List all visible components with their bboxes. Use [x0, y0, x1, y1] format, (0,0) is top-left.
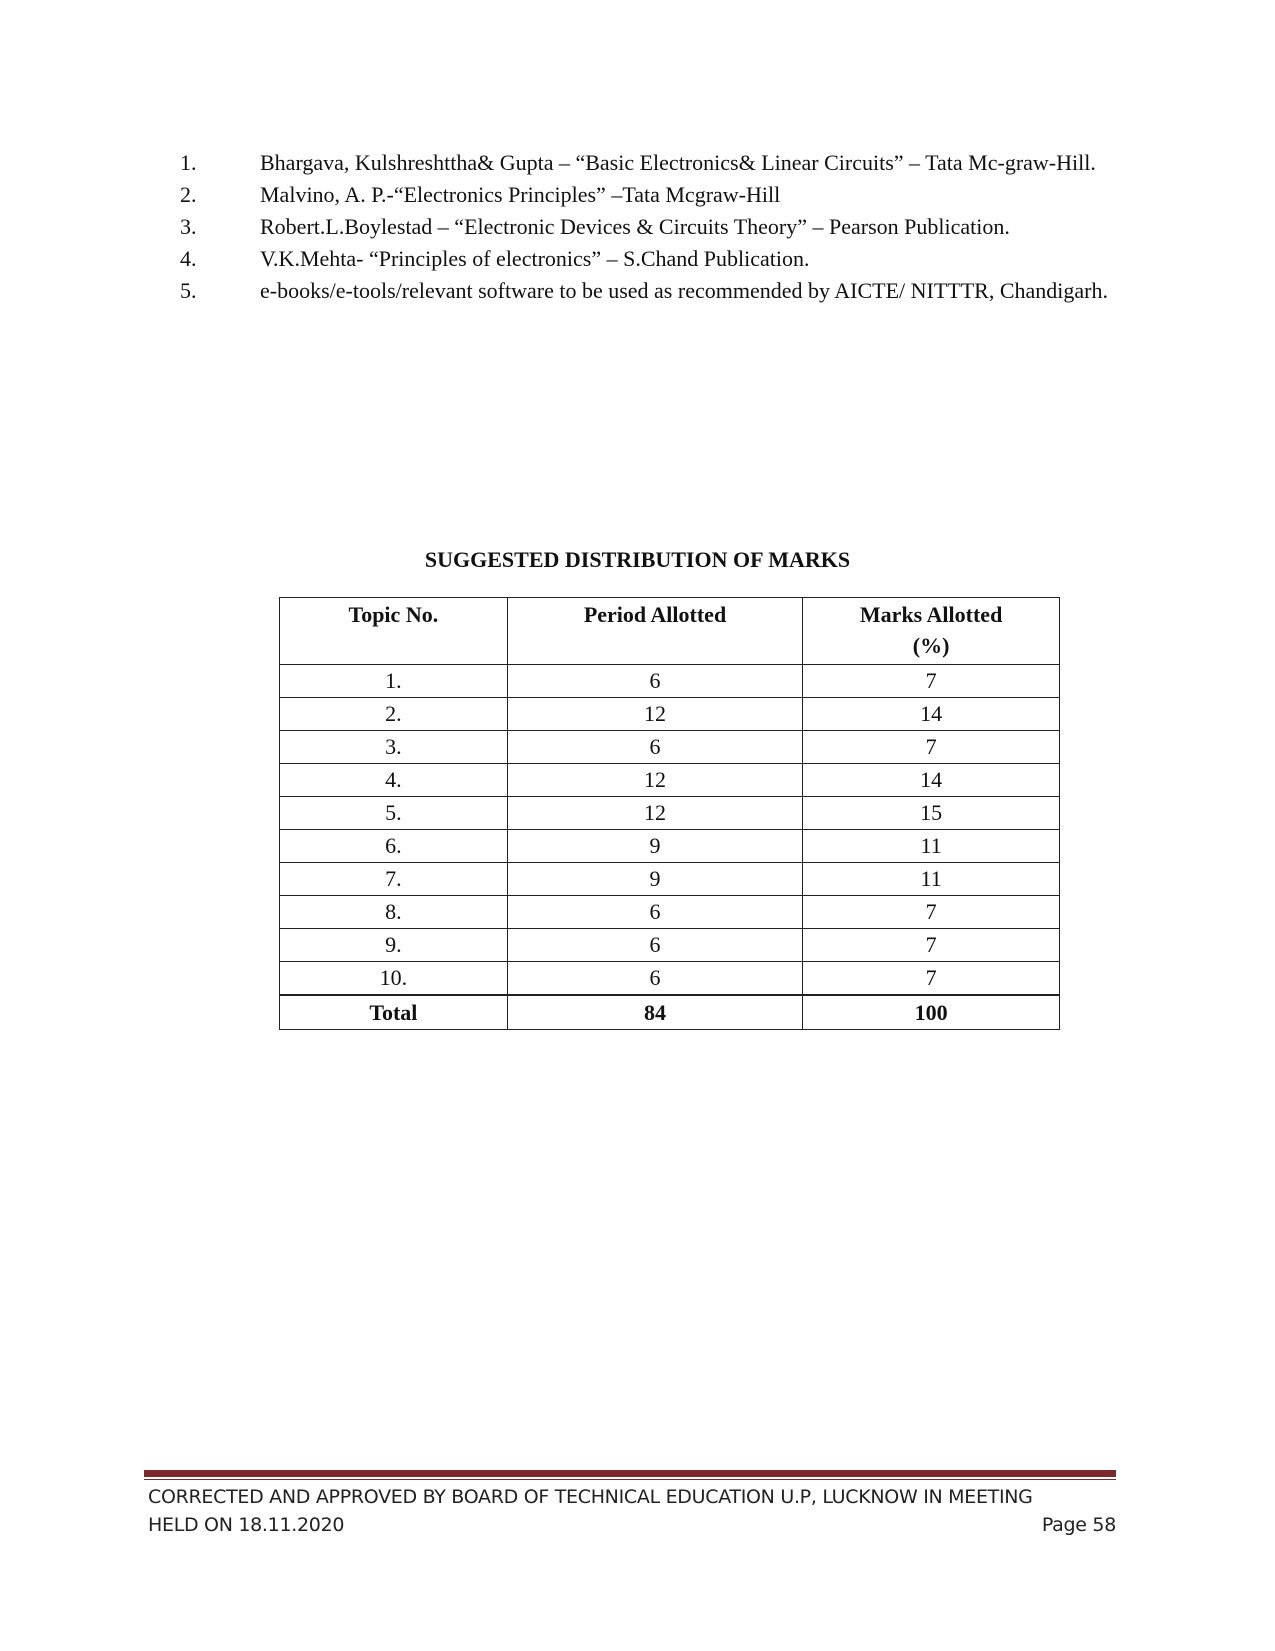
table-header-row	[280, 598, 1060, 665]
period-cell: 12	[507, 764, 802, 797]
marks-cell: 15	[803, 797, 1060, 830]
marks-distribution-title: SUGGESTED DISTRIBUTION OF MARKS	[424, 547, 851, 572]
topic-cell: 7.	[280, 863, 508, 896]
reference-text: Robert.L.Boylestad – “Electronic Devices & Circuits Theory” – Pearson Publication.	[260, 214, 1010, 239]
reference-text: e-books/e-tools/relevant software to be used as recommended by AICTE/ NITTTR, Chandigarh.	[260, 278, 1108, 303]
page-number: Page 58	[1041, 1514, 1116, 1536]
period-allotted-header: Period Allotted	[507, 598, 802, 665]
table-row	[280, 731, 1060, 764]
reference-list	[180, 148, 1112, 308]
footer-approval-line: CORRECTED AND APPROVED BY BOARD OF TECHNICAL EDUCATION U.P, LUCKNOW IN MEETING	[148, 1486, 1033, 1508]
topic-cell: 4.	[280, 764, 508, 797]
marks-cell: 7	[803, 731, 1060, 764]
reference-number: 3.	[180, 214, 197, 239]
reference-text: Bhargava, Kulshreshttha& Gupta – “Basic Electronics& Linear Circuits” – Tata Mc-graw-Hill.	[260, 150, 1096, 175]
reference-item	[180, 244, 1112, 273]
table-row	[280, 962, 1060, 996]
reference-item	[180, 180, 1112, 209]
topic-cell: 8.	[280, 896, 508, 929]
marks-allotted-header-line1: Marks Allotted	[859, 602, 1003, 627]
total-row	[280, 995, 1060, 1030]
reference-item	[180, 276, 1112, 305]
topic-cell: 5.	[280, 797, 508, 830]
table-row	[280, 896, 1060, 929]
topic-cell: 1.	[280, 665, 508, 698]
reference-text: V.K.Mehta- “Principles of electronics” – S.Chand Publication.	[260, 246, 810, 271]
period-cell: 9	[507, 830, 802, 863]
footer-meeting-date: HELD ON 18.11.2020	[148, 1514, 345, 1536]
marks-allotted-header-line2: (%)	[912, 633, 950, 658]
footer-divider-thin	[144, 1479, 1116, 1480]
table-row	[280, 764, 1060, 797]
page-footer	[148, 1483, 1116, 1539]
table-row	[280, 929, 1060, 962]
total-label: Total	[280, 995, 508, 1030]
total-period: 84	[507, 995, 802, 1030]
marks-cell: 14	[803, 764, 1060, 797]
table-row	[280, 665, 1060, 698]
total-marks: 100	[803, 995, 1060, 1030]
reference-number: 4.	[180, 246, 197, 271]
topic-cell: 9.	[280, 929, 508, 962]
footer-divider	[144, 1470, 1116, 1477]
period-cell: 9	[507, 863, 802, 896]
marks-distribution-table	[279, 597, 1060, 1030]
table-row	[280, 830, 1060, 863]
reference-text: Malvino, A. P.-“Electronics Principles” –Tata Mcgraw-Hill	[260, 182, 781, 207]
period-cell: 6	[507, 962, 802, 996]
table-row	[280, 797, 1060, 830]
topic-cell: 6.	[280, 830, 508, 863]
period-cell: 6	[507, 929, 802, 962]
topic-cell: 10.	[280, 962, 508, 996]
marks-cell: 7	[803, 929, 1060, 962]
marks-cell: 14	[803, 698, 1060, 731]
period-cell: 12	[507, 698, 802, 731]
reference-number: 2.	[180, 182, 197, 207]
reference-number: 1.	[180, 150, 197, 175]
marks-cell: 11	[803, 863, 1060, 896]
period-cell: 6	[507, 731, 802, 764]
marks-cell: 7	[803, 896, 1060, 929]
marks-cell: 11	[803, 830, 1060, 863]
topic-no-header: Topic No.	[280, 598, 508, 665]
footer-second-line	[148, 1511, 1116, 1539]
topic-cell: 3.	[280, 731, 508, 764]
marks-allotted-header	[803, 598, 1060, 665]
period-cell: 6	[507, 665, 802, 698]
reference-item	[180, 148, 1112, 177]
table-row	[280, 863, 1060, 896]
marks-cell: 7	[803, 665, 1060, 698]
table-row	[280, 698, 1060, 731]
period-cell: 12	[507, 797, 802, 830]
reference-number: 5.	[180, 278, 197, 303]
reference-item	[180, 212, 1112, 241]
period-cell: 6	[507, 896, 802, 929]
marks-cell: 7	[803, 962, 1060, 996]
topic-cell: 2.	[280, 698, 508, 731]
